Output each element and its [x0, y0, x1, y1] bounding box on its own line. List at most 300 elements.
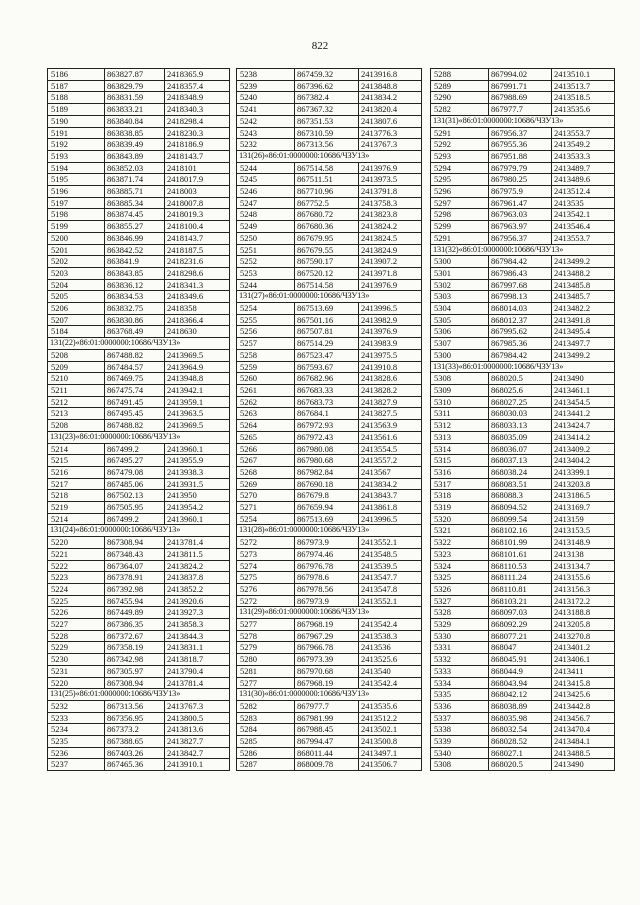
- y-coordinate: 2413959.1: [165, 396, 230, 408]
- x-coordinate: 867970.68: [295, 665, 359, 677]
- section-header-row: [48, 338, 230, 350]
- x-coordinate: 867449.89: [105, 607, 165, 619]
- point-row: [237, 630, 422, 642]
- y-coordinate: 2413960.1: [165, 443, 230, 455]
- point-number: 5259: [237, 361, 295, 373]
- y-coordinate: 2413831.1: [165, 642, 230, 654]
- point-number: 5231: [48, 665, 105, 677]
- x-coordinate: 867955.36: [489, 139, 552, 151]
- y-coordinate: 2413791.8: [359, 186, 422, 198]
- x-coordinate: 868094.52: [489, 502, 552, 514]
- point-row: [431, 431, 615, 443]
- point-row: [431, 338, 615, 350]
- y-coordinate: 2413512.4: [552, 186, 615, 198]
- section-header-row: [237, 689, 422, 701]
- y-coordinate: 2413506.7: [359, 759, 422, 771]
- point-row: [237, 736, 422, 748]
- point-row: [48, 700, 230, 712]
- y-coordinate: 2418101: [165, 162, 230, 174]
- point-number: 5191: [48, 127, 105, 139]
- y-coordinate: 2413539.5: [359, 560, 422, 572]
- point-number: 5193: [48, 150, 105, 162]
- x-coordinate: 867984.42: [489, 256, 552, 268]
- point-row: [48, 127, 230, 139]
- point-row: [431, 314, 615, 326]
- point-row: [48, 361, 230, 373]
- point-row: [431, 630, 615, 642]
- y-coordinate: 2413969.5: [165, 420, 230, 432]
- y-coordinate: 2413488.5: [552, 747, 615, 759]
- y-coordinate: 2418365.9: [165, 69, 230, 81]
- point-number: 5294: [431, 162, 489, 174]
- point-number: 5272: [237, 595, 295, 607]
- y-coordinate: 2418231.6: [165, 256, 230, 268]
- x-coordinate: 868043.94: [489, 677, 552, 689]
- point-number: 5233: [48, 712, 105, 724]
- point-row: [237, 665, 422, 677]
- point-number: 5320: [431, 513, 489, 525]
- point-row: [237, 654, 422, 666]
- y-coordinate: 2418230.3: [165, 127, 230, 139]
- point-number: 5232: [237, 139, 295, 151]
- point-number: 5277: [237, 619, 295, 631]
- x-coordinate: 867977.7: [489, 104, 552, 116]
- point-row: [431, 607, 615, 619]
- point-number: 5198: [48, 209, 105, 221]
- point-number: 5223: [48, 572, 105, 584]
- x-coordinate: 868020.5: [489, 373, 552, 385]
- point-row: [48, 490, 230, 502]
- section-title: 131(29)«86:01:0000000:10686/ЧЗУ13»: [237, 607, 422, 619]
- point-number: 5310: [431, 396, 489, 408]
- y-coordinate: 2413828.2: [359, 384, 422, 396]
- x-coordinate: 867995.62: [489, 326, 552, 338]
- y-coordinate: 2413513.7: [552, 80, 615, 92]
- x-coordinate: 867505.95: [105, 502, 165, 514]
- y-coordinate: 2413790.4: [165, 665, 230, 677]
- x-coordinate: 868083.51: [489, 478, 552, 490]
- point-row: [237, 572, 422, 584]
- x-coordinate: 867513.69: [295, 303, 359, 315]
- point-number: 5216: [48, 466, 105, 478]
- x-coordinate: 867988.45: [295, 724, 359, 736]
- x-coordinate: 867974.46: [295, 548, 359, 560]
- x-coordinate: 867308.94: [105, 537, 165, 549]
- point-number: 5331: [431, 642, 489, 654]
- x-coordinate: 863842.52: [105, 244, 165, 256]
- point-number: 5192: [48, 139, 105, 151]
- x-coordinate: 867507.81: [295, 326, 359, 338]
- x-coordinate: 867972.43: [295, 431, 359, 443]
- point-row: [237, 583, 422, 595]
- point-row: [431, 478, 615, 490]
- point-number: 5197: [48, 197, 105, 209]
- point-number: 5289: [431, 80, 489, 92]
- point-row: [48, 139, 230, 151]
- section-header-row: [431, 244, 615, 256]
- y-coordinate: 2413976.9: [359, 162, 422, 174]
- x-coordinate: 868110.81: [489, 583, 552, 595]
- point-number: 5186: [48, 69, 105, 81]
- x-coordinate: 867520.12: [295, 267, 359, 279]
- point-number: 5322: [431, 537, 489, 549]
- x-coordinate: 868009.78: [295, 759, 359, 771]
- y-coordinate: 2418341.3: [165, 279, 230, 291]
- point-number: 5329: [431, 619, 489, 631]
- point-row: [237, 373, 422, 385]
- x-coordinate: 867403.26: [105, 747, 165, 759]
- point-row: [431, 759, 615, 771]
- x-coordinate: 867976.78: [295, 560, 359, 572]
- section-header-row: [237, 150, 422, 162]
- point-number: 5244: [237, 279, 295, 291]
- section-header-row: [48, 525, 230, 537]
- point-number: 5202: [48, 256, 105, 268]
- coordinate-table-3: [430, 68, 615, 771]
- y-coordinate: 2413982.9: [359, 314, 422, 326]
- x-coordinate: 867977.7: [295, 700, 359, 712]
- x-coordinate: 867988.69: [489, 92, 552, 104]
- point-row: [431, 595, 615, 607]
- y-coordinate: 2413758.3: [359, 197, 422, 209]
- point-number: 5212: [48, 396, 105, 408]
- point-number: 5205: [48, 291, 105, 303]
- y-coordinate: 2413525.6: [359, 654, 422, 666]
- point-number: 5219: [48, 502, 105, 514]
- x-coordinate: 867523.47: [295, 349, 359, 361]
- y-coordinate: 2413828.6: [359, 373, 422, 385]
- x-coordinate: 863871.74: [105, 174, 165, 186]
- x-coordinate: 863832.75: [105, 303, 165, 315]
- point-row: [431, 548, 615, 560]
- x-coordinate: 863829.79: [105, 80, 165, 92]
- y-coordinate: 2413411: [552, 665, 615, 677]
- x-coordinate: 868033.13: [489, 420, 552, 432]
- point-row: [48, 665, 230, 677]
- section-header-row: [237, 525, 422, 537]
- y-coordinate: 2413188.8: [552, 607, 615, 619]
- point-number: 5325: [431, 572, 489, 584]
- x-coordinate: 868088.3: [489, 490, 552, 502]
- x-coordinate: 867684.1: [295, 408, 359, 420]
- point-row: [48, 466, 230, 478]
- y-coordinate: 2413499.2: [552, 349, 615, 361]
- x-coordinate: 868030.03: [489, 408, 552, 420]
- x-coordinate: 868037.13: [489, 455, 552, 467]
- point-row: [48, 537, 230, 549]
- point-number: 5195: [48, 174, 105, 186]
- point-number: 5306: [431, 326, 489, 338]
- y-coordinate: 2418298.4: [165, 115, 230, 127]
- point-number: 5290: [431, 92, 489, 104]
- x-coordinate: 867679.55: [295, 244, 359, 256]
- point-row: [48, 548, 230, 560]
- y-coordinate: 2413824.2: [359, 221, 422, 233]
- x-coordinate: 867951.88: [489, 150, 552, 162]
- point-row: [431, 736, 615, 748]
- x-coordinate: 868038.24: [489, 466, 552, 478]
- y-coordinate: 2413172.2: [552, 595, 615, 607]
- x-coordinate: 867986.43: [489, 267, 552, 279]
- point-number: 5339: [431, 736, 489, 748]
- x-coordinate: 867308.94: [105, 677, 165, 689]
- x-coordinate: 863833.21: [105, 104, 165, 116]
- point-row: [48, 677, 230, 689]
- point-number: 5238: [237, 69, 295, 81]
- point-row: [237, 747, 422, 759]
- y-coordinate: 2413156.3: [552, 583, 615, 595]
- point-row: [431, 747, 615, 759]
- y-coordinate: 2413461.1: [552, 384, 615, 396]
- x-coordinate: 867963.03: [489, 209, 552, 221]
- y-coordinate: 2418100.4: [165, 221, 230, 233]
- point-row: [48, 267, 230, 279]
- point-number: 5196: [48, 186, 105, 198]
- x-coordinate: 867590.17: [295, 256, 359, 268]
- y-coordinate: 2413563.9: [359, 420, 422, 432]
- point-number: 5207: [48, 314, 105, 326]
- x-coordinate: 868020.5: [489, 759, 552, 771]
- point-number: 5254: [237, 303, 295, 315]
- y-coordinate: 2413567: [359, 466, 422, 478]
- x-coordinate: 868111.24: [489, 572, 552, 584]
- point-number: 5265: [237, 431, 295, 443]
- coordinate-table-2: [236, 68, 422, 771]
- x-coordinate: 863839.49: [105, 139, 165, 151]
- point-row: [431, 80, 615, 92]
- y-coordinate: 2413800.5: [165, 712, 230, 724]
- x-coordinate: 863830.86: [105, 314, 165, 326]
- point-row: [48, 232, 230, 244]
- point-number: 5222: [48, 560, 105, 572]
- y-coordinate: 2413159: [552, 513, 615, 525]
- point-number: 5307: [431, 338, 489, 350]
- y-coordinate: 2413489.7: [552, 162, 615, 174]
- x-coordinate: 867679.95: [295, 232, 359, 244]
- point-number: 5262: [237, 396, 295, 408]
- point-number: 5234: [48, 724, 105, 736]
- section-header-row: [48, 431, 230, 443]
- point-number: 5260: [237, 373, 295, 385]
- point-row: [237, 408, 422, 420]
- x-coordinate: 867499.2: [105, 443, 165, 455]
- point-number: 5286: [237, 747, 295, 759]
- y-coordinate: 2413484.1: [552, 736, 615, 748]
- x-coordinate: 868101.61: [489, 548, 552, 560]
- point-number: 5278: [237, 630, 295, 642]
- x-coordinate: 867985.36: [489, 338, 552, 350]
- y-coordinate: 2413535: [552, 197, 615, 209]
- point-number: 5250: [237, 232, 295, 244]
- y-coordinate: 2413538.3: [359, 630, 422, 642]
- section-title: 131(32)«86:01:0000000:10686/ЧЗУ13»: [431, 244, 615, 256]
- point-number: 5199: [48, 221, 105, 233]
- y-coordinate: 2413536: [359, 642, 422, 654]
- x-coordinate: 867967.29: [295, 630, 359, 642]
- point-row: [48, 583, 230, 595]
- x-coordinate: 867305.97: [105, 665, 165, 677]
- point-number: 5311: [431, 408, 489, 420]
- y-coordinate: 2418186.9: [165, 139, 230, 151]
- y-coordinate: 2413776.3: [359, 127, 422, 139]
- y-coordinate: 2413499.2: [552, 256, 615, 268]
- point-number: 5221: [48, 548, 105, 560]
- x-coordinate: 867313.56: [105, 700, 165, 712]
- point-number: 5338: [431, 724, 489, 736]
- point-row: [237, 642, 422, 654]
- x-coordinate: 867973.39: [295, 654, 359, 666]
- point-row: [48, 560, 230, 572]
- point-row: [237, 303, 422, 315]
- y-coordinate: 2413955.9: [165, 455, 230, 467]
- point-number: 5277: [237, 677, 295, 689]
- point-number: 5336: [431, 700, 489, 712]
- point-number: 5296: [431, 186, 489, 198]
- x-coordinate: 867396.62: [295, 80, 359, 92]
- x-coordinate: 867502.13: [105, 490, 165, 502]
- point-number: 5317: [431, 478, 489, 490]
- point-number: 5337: [431, 712, 489, 724]
- point-number: 5313: [431, 431, 489, 443]
- x-coordinate: 867978.6: [295, 572, 359, 584]
- point-row: [48, 314, 230, 326]
- point-row: [237, 677, 422, 689]
- x-coordinate: 867513.69: [295, 513, 359, 525]
- point-row: [48, 80, 230, 92]
- point-number: 5224: [48, 583, 105, 595]
- x-coordinate: 867968.19: [295, 619, 359, 631]
- x-coordinate: 867682.96: [295, 373, 359, 385]
- x-coordinate: 863840.84: [105, 115, 165, 127]
- y-coordinate: 2413781.4: [165, 677, 230, 689]
- y-coordinate: 2413155.6: [552, 572, 615, 584]
- x-coordinate: 867973.9: [295, 595, 359, 607]
- point-row: [237, 420, 422, 432]
- y-coordinate: 2413954.2: [165, 502, 230, 514]
- point-number: 5189: [48, 104, 105, 116]
- x-coordinate: 867485.06: [105, 478, 165, 490]
- point-row: [48, 326, 230, 338]
- section-title: 131(26)«86:01:0000000:10686/ЧЗУ13»: [237, 150, 422, 162]
- point-number: 5201: [48, 244, 105, 256]
- point-number: 5323: [431, 548, 489, 560]
- point-number: 5247: [237, 197, 295, 209]
- x-coordinate: 867499.2: [105, 513, 165, 525]
- y-coordinate: 2413910.1: [165, 759, 230, 771]
- point-number: 5252: [237, 256, 295, 268]
- point-row: [48, 115, 230, 127]
- point-row: [48, 373, 230, 385]
- x-coordinate: 867973.9: [295, 537, 359, 549]
- point-number: 5315: [431, 455, 489, 467]
- x-coordinate: 867514.58: [295, 162, 359, 174]
- point-number: 5319: [431, 502, 489, 514]
- point-row: [431, 677, 615, 689]
- y-coordinate: 2413834.2: [359, 92, 422, 104]
- x-coordinate: 868014.03: [489, 303, 552, 315]
- point-row: [431, 420, 615, 432]
- y-coordinate: 2413823.8: [359, 209, 422, 221]
- x-coordinate: 863843.89: [105, 150, 165, 162]
- point-row: [48, 244, 230, 256]
- point-row: [237, 700, 422, 712]
- point-row: [431, 209, 615, 221]
- point-number: 5270: [237, 490, 295, 502]
- point-number: 5287: [237, 759, 295, 771]
- point-number: 5272: [237, 537, 295, 549]
- point-row: [237, 326, 422, 338]
- x-coordinate: 868027.25: [489, 396, 552, 408]
- y-coordinate: 2413497.7: [552, 338, 615, 350]
- x-coordinate: 868102.16: [489, 525, 552, 537]
- point-number: 5203: [48, 267, 105, 279]
- x-coordinate: 867998.13: [489, 291, 552, 303]
- point-number: 5291: [431, 232, 489, 244]
- y-coordinate: 2413843.7: [359, 490, 422, 502]
- point-number: 5184: [48, 326, 105, 338]
- y-coordinate: 2413409.2: [552, 443, 615, 455]
- point-number: 5312: [431, 420, 489, 432]
- point-row: [237, 724, 422, 736]
- x-coordinate: 867364.07: [105, 560, 165, 572]
- x-coordinate: 867313.56: [295, 139, 359, 151]
- point-number: 5237: [48, 759, 105, 771]
- x-coordinate: 867475.74: [105, 384, 165, 396]
- point-row: [48, 619, 230, 631]
- point-number: 5282: [431, 104, 489, 116]
- point-row: [237, 197, 422, 209]
- section-title: 131(22)«86:01:0000000:10686/ЧЗУ13»: [48, 338, 230, 350]
- point-number: 5214: [48, 513, 105, 525]
- point-row: [48, 724, 230, 736]
- y-coordinate: 2413500.8: [359, 736, 422, 748]
- point-row: [431, 221, 615, 233]
- point-number: 5279: [237, 642, 295, 654]
- point-number: 5208: [48, 349, 105, 361]
- x-coordinate: 867479.08: [105, 466, 165, 478]
- point-row: [431, 689, 615, 701]
- point-number: 5236: [48, 747, 105, 759]
- x-coordinate: 867975.9: [489, 186, 552, 198]
- y-coordinate: 2413976.9: [359, 326, 422, 338]
- x-coordinate: 867961.47: [489, 197, 552, 209]
- point-number: 5243: [237, 127, 295, 139]
- y-coordinate: 2413837.8: [165, 572, 230, 584]
- point-row: [431, 466, 615, 478]
- point-row: [237, 478, 422, 490]
- y-coordinate: 2413542.4: [359, 619, 422, 631]
- point-row: [431, 665, 615, 677]
- y-coordinate: 2413270.8: [552, 630, 615, 642]
- y-coordinate: 2413502.1: [359, 724, 422, 736]
- point-row: [48, 396, 230, 408]
- point-row: [48, 595, 230, 607]
- y-coordinate: 2413818.7: [165, 654, 230, 666]
- point-row: [431, 724, 615, 736]
- y-coordinate: 2413540: [359, 665, 422, 677]
- point-row: [237, 209, 422, 221]
- x-coordinate: 867465.36: [105, 759, 165, 771]
- y-coordinate: 2413827.5: [359, 408, 422, 420]
- point-number: 5251: [237, 244, 295, 256]
- section-header-row: [237, 291, 422, 303]
- x-coordinate: 867997.68: [489, 279, 552, 291]
- y-coordinate: 2413547.7: [359, 572, 422, 584]
- point-row: [237, 396, 422, 408]
- point-row: [237, 279, 422, 291]
- y-coordinate: 2413938.3: [165, 466, 230, 478]
- point-row: [237, 174, 422, 186]
